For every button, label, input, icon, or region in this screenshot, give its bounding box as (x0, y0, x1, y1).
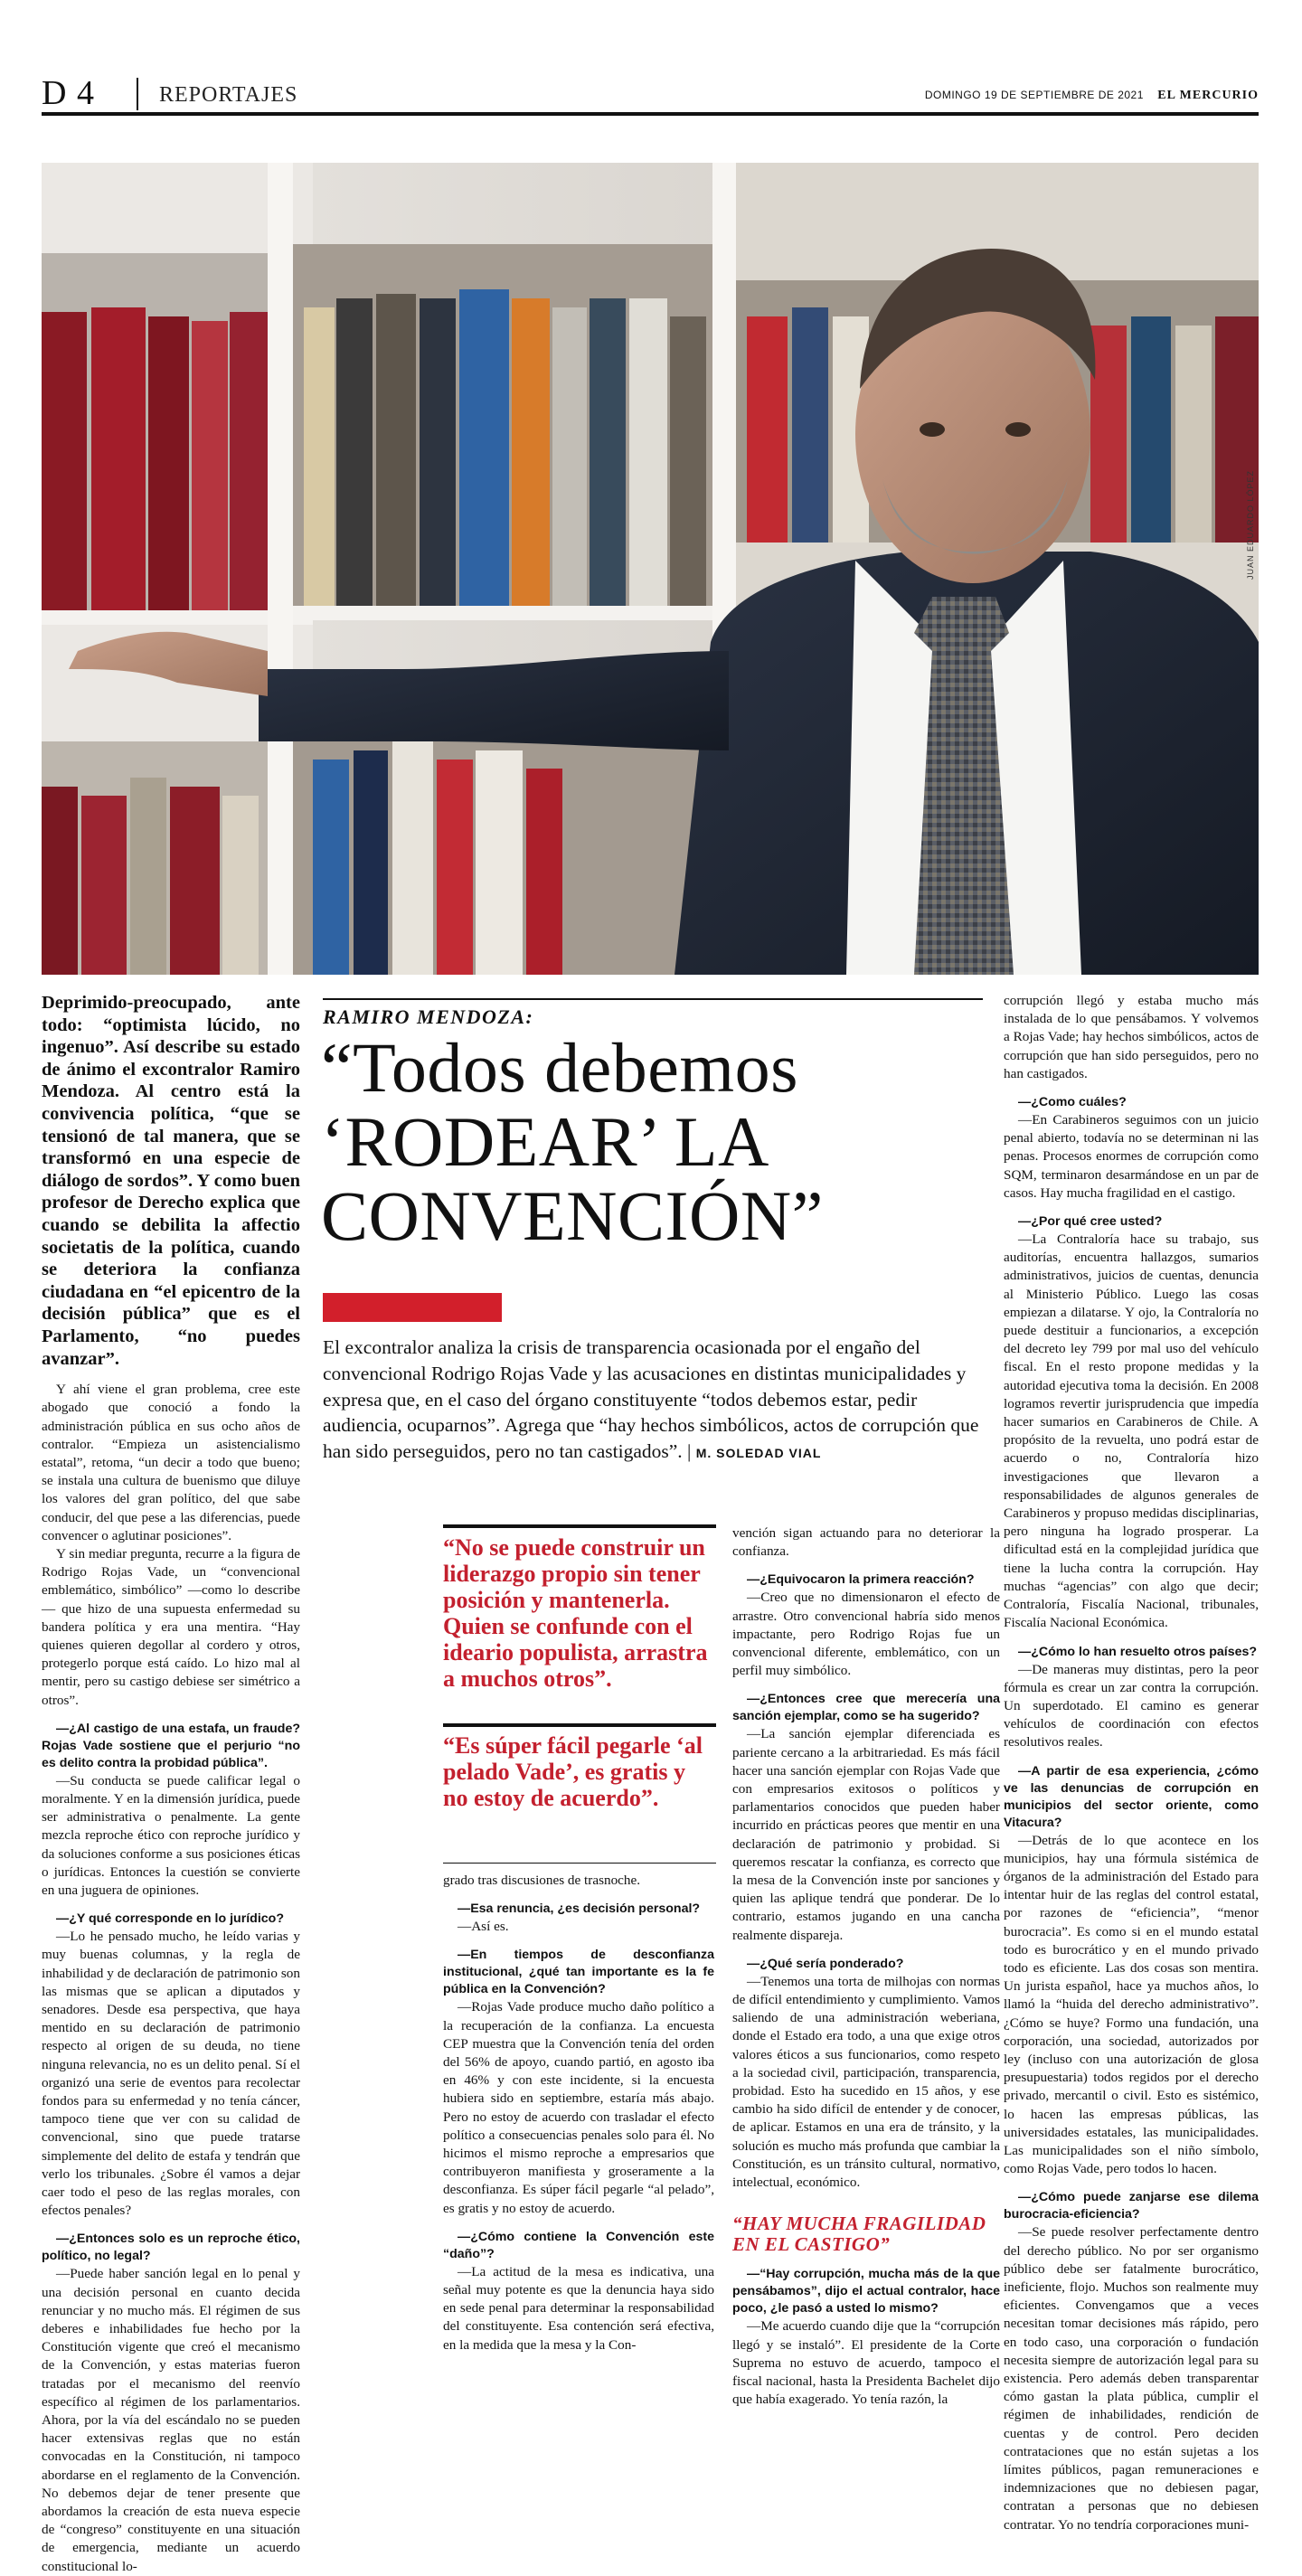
subheading: “HAY MUCHA FRAGILIDAD EN EL CASTIGO” (732, 2213, 986, 2256)
photo-credit: JUAN EDUARDO LÓPEZ (1246, 470, 1255, 580)
column-1-body (42, 1381, 300, 2576)
pull-quote-2: “Es súper fácil pegarle ‘al pelado Vade’, es gratis y no estoy de acuerdo”. (443, 1732, 703, 1811)
interview-question: —¿Qué sería ponderado? (747, 1956, 904, 1971)
pull-quote-1: “No se puede construir un liderazgo propio sin tener posición y mantenerla. Quien se confunde con el ideario populista, arrastra a muchos otros”. (443, 1534, 708, 1692)
interview-question: —A partir de esa experiencia, ¿cómo ve las denuncias de corrupción en municipios del sector oriente, como Vitacura? (1004, 1763, 1259, 1830)
article-column-3 (732, 1524, 1000, 2409)
headline (321, 1028, 1008, 1255)
body-paragraph: —La sanción ejemplar diferenciada es pariente cercano a la arbitrariedad. Es más fácil hacer una sanción ejemplar con Rojas Vade que con empresarios exitosos o políticos y parlamentarios conocidos que pueden haber incurrido en prácticas peores que mentir en una declaración de patrimonio y probidad. Si queremos rescatar la confianza, es correcto que la mesa de la Convención inste por sanciones y quien las aplique tendrá que ponderar. De lo contrario, estamos jugando en una cancha realmente dispareja. (732, 1726, 1000, 1943)
body-paragraph: —Lo he pensado mucho, he leído varias y muy buenas columnas, y la regla de inhabilidad y de declaración de patrimonio son las mismas que se aplican a diputados y senadores. Desde esa perspectiva, que haya mentido en su declaración de patrimonio respecto al origen de su deuda, no tiene ninguna relevancia, no es un delito penal. Sí el organizó una serie de eventos para recolectar fondos para su enfermedad y no tenía cáncer, tampoco tiene que ver con su calidad de convencional, sino que puede tratarse simplemente del delito de estafa y tendrán que verlo los tribunales. ¿Sobre él vamos a dejar caer todo el peso de las reglas morales, con efectos penales? (42, 1929, 300, 2219)
pullquote-rule-top (443, 1524, 716, 1528)
interview-question: —“Hay corrupción, mucha más de la que pensábamos”, dijo el actual contralor, hace poco, ¿le pasó a usted lo mismo? (732, 2267, 1000, 2317)
body-paragraph: —Me acuerdo cuando dije que la “corrupción llegó y se instaló”. El presidente de la Corte Suprema no estuvo de acuerdo, tampoco el fiscal nacional, hasta la Presidenta Bachelet dijo que había exagerado. Yo tenía razón, la (732, 2318, 1000, 2408)
body-paragraph: —Puede haber sanción legal en lo penal y una decisión personal en cuanto decida renunciar y no mucho más. El régimen de sus deberes e inhabilidades fue hecho por la Constitución vigente que creó el mecanismo de la Convención, y estas materias fueron tratadas por el mecanismo del reenvío específico al régimen de los parlamentarios. Ahora, por la vía del escándalo no se pueden hacer extensivas reglas que no están convocadas en la Constitución, ni tampoco abordarse en el reglamento de la Convención. No debemos dejar de tener presente que abordamos la creación de esta nueva especie de “congreso” constituyente en una situación de emergencia, mediante un acuerdo constitucional lo- (42, 2266, 300, 2574)
body-paragraph: —Su conducta se puede calificar legal o moralmente. Y en la dimensión jurídica, puede ser administrativa o penalmente. La gente mezcla reproche ético con reproche jurídico y da soluciones conforme a sus posiciones éticas o jurídicas. Entonces la cuestión se convierte en una juguera de opiniones. (42, 1772, 300, 1898)
body-paragraph: —Se puede resolver perfectamente dentro del derecho público. No por ser organismo público debe ser fatalmente burocrático, ineficiente, flojo. Muchos son realmente muy eficientes. Convengamos que a veces necesitan tomar decisiones más rápido, pero en todo caso, una corporación o fundación necesita siempre de autorización legal para su existencia. Pero además deben transparentar cómo gastan la plata pública, cumplir el régimen de inhabilidades, rendición de cuentas y de control. Pero deciden contrataciones que no están sujetas a los límites públicos, pagan remuneraciones e indemnizaciones que no debiesen pagar, contratan a personas que no debiesen contratar. Yo no tendría corporaciones muni- (1004, 2224, 1259, 2533)
article-column-1 (42, 992, 300, 2576)
kicker: RAMIRO MENDOZA: (323, 1005, 534, 1028)
body-paragraph: —Detrás de lo que acontece en los municipios, hay una fórmula sistémica de órganos de la administración del Estado para intentar huir de las reglas del control estatal, por razones de “eficiencia”, “menor burocracia”. Es como si en el mundo estatal todo es burocrático y en el mundo privado todo es eficiente. Las dos cosas son mentira. Un jurista español, hace ya muchos años, lo llamó la “huida del derecho administrativo”. ¿Cómo se huye? Formo una fundación, una corporación, una sociedad, autorizados por ley (incluso con una autorización de glosa presupuestaria) todos regidos por el derecho privado, mercantil o civil. Esto es sistémico, lo hacen las empresas públicas, las universidades estatales, las municipalidades. Las municipalidades son el niño símbolo, como Rojas Vade, pero todos lo hacen. (1004, 1832, 1259, 2177)
page-number: D 4 (42, 74, 95, 112)
body-paragraph: grado tras discusiones de trasnoche. (443, 1873, 641, 1888)
newspaper-name: EL MERCURIO (1157, 89, 1259, 102)
body-paragraph: —La actitud de la mesa es indicativa, una señal muy potente es que la denuncia haya sido en sede penal para determinar la responsabilidad del constituyente. Esa contención será efectiva, en la medida que la mesa y la Con- (443, 2263, 714, 2353)
interview-question: —¿Cómo contiene la Convención este “daño”? (443, 2229, 714, 2261)
body-paragraph: —Rojas Vade produce mucho daño político a la recuperación de la confianza. La encuesta CEP muestra que la Convención tenía del orden del 56% de apoyo, cuando partió, en agosto iba en 46% y con este incidente, si la encuesta hubiera sido en septiembre, estaría más abajo. Pero no estoy de acuerdo con trasladar el efecto político a consecuencias penales solo para él. No hicimos el mismo reproche a empresarios que contribuyeron manifiesta y groseramente a la desconfianza. Es súper fácil pegarle “al pelado”, es gratis y no estoy de acuerdo. (443, 1999, 714, 2216)
interview-question: —¿Cómo puede zanjarse ese dilema burocracia-eficiencia? (1004, 2190, 1259, 2222)
interview-question: —¿Por qué cree usted? (1018, 1214, 1163, 1230)
pullquote-rule-mid (443, 1723, 716, 1727)
pullquote-rule-bottom (443, 1863, 716, 1864)
body-paragraph: —En Carabineros seguimos con un juicio penal abierto, todavía no se determinan ni las penas. Procesos enormes de corrupción como SQM, terminaron desarmándose en un par de casos. Hay mucha fragilidad en el castigo. (1004, 1112, 1259, 1201)
lead-paragraph: Deprimido-preocupado, ante todo: “optimista lúcido, no ingenuo”. Así describe su estado de ánimo el excontralor Ramiro Mendoza. Al centro está la convivencia política, “que se tensionó de tal manera, que se transformó en una especie de diálogo de sordos”. Y como buen profesor de Derecho explica que cuando se debilita la affectio societatis de la política, cuando se deteriora la confianza ciudadana en “el epicentro de la decisión pública” que es el Parlamento, “no puedes avanzar”. (42, 993, 300, 1369)
body-paragraph: —Así es. (458, 1919, 509, 1935)
headline-line-3: CONVENCIÓN” (321, 1176, 824, 1255)
body-paragraph: corrupción llegó y estaba mucho más instalada de lo que pensábamos. Y volvemos a Rojas Vade; hay hechos simbólicos, actos de corrupción que han sido perseguidos, pero no han castigados. (1004, 993, 1259, 1081)
byline: M. SOLEDAD VIAL (695, 1446, 822, 1461)
headline-rule (323, 998, 983, 1000)
headline-line-1: “Todos debemos (321, 1028, 798, 1107)
deck (323, 1335, 980, 1467)
portrait-photo (42, 163, 1259, 975)
interview-question: —¿Entonces cree que merecería una sanción ejemplar, como se ha sugerido? (732, 1692, 1000, 1724)
body-paragraph: vención sigan actuando para no deteriorar la confianza. (732, 1525, 1000, 1560)
column-3-body-continued (732, 2266, 1000, 2409)
accent-bar (323, 1293, 502, 1322)
body-paragraph: —De maneras muy distintas, pero la peor fórmula es crear un zar contra la corrupción. Un superdotado. El camino es generar vehículos de coordinación con efectos resolutivos reales. (1004, 1661, 1259, 1750)
section-name: REPORTAJES (159, 83, 298, 107)
article-column-2 (443, 1872, 714, 2354)
interview-question: —Esa renuncia, ¿es decisión personal? (458, 1901, 701, 1917)
interview-question: —¿Entonces solo es un reproche ético, político, no legal? (42, 2232, 300, 2264)
body-paragraph: —Creo que no dimensionaron el efecto de arrastre. Otro convencional habría sido menos impactante, pero Rodrigo Rojas fue un convencional diferente, emblemático, con un perfil muy simbólico. (732, 1590, 1000, 1679)
body-paragraph: Y sin mediar pregunta, recurre a la figura de Rodrigo Rojas Vade, un “convencional emblemático, simbólico” —como lo describe— que hizo de una supuesta enfermedad su bandera política y era una mentira. “Hay quienes quieren degollar al cordero y otros, protegerlo porque está caído. Lo hizo mal al mentir, pero su castigo debiese ser simétrico a otros”. (42, 1545, 300, 1708)
date: DOMINGO 19 DE SEPTIEMBRE DE 2021 (924, 89, 1144, 101)
dateline (925, 87, 1259, 104)
body-paragraph: —La Contraloría hace su trabajo, sus auditorías, encuentra hallazgos, sumarios administrativos, juicios de cuentas, denuncia al Ministerio Público. Luego las cosas empiezan a dilatarse. Y ojo, la Contraloría no puede destituir a funcionarios, a excepción del decreto ley 799 por mal uso del vehículo fiscal. En el resto propone medidas y la autoridad ejecutiva toma la decisión. En 2008 logramos revertir jurisprudencia que impedía hacer sumarios en Carabineros de Chile. A propósito de la revuelta, uno podrá estar de acuerdo o no, Contraloría hizo investigaciones que llevaron a responsabilidades de algunos generales de Carabineros y propuso medidas disciplinarias, pero ninguna ha logrado prosperar. La dificultad está en la complejidad jurídica que tiene la lucha contra la corrupción. Hay muchas “agencias” con algo que decir; Contraloría, Fiscalía Nacional, tribunales, Fiscalía Nacional Económica. (1004, 1231, 1259, 1631)
column-3-body (732, 1524, 1000, 2192)
interview-question: —¿Como cuáles? (1018, 1095, 1127, 1110)
page-header (42, 74, 1259, 116)
interview-question: —¿Cómo lo han resuelto otros países? (1018, 1644, 1258, 1659)
interview-question: —¿Al castigo de una estafa, un fraude? Rojas Vade sostiene que el perjurio “no es delito contra la probidad pública”. (42, 1721, 300, 1770)
deck-text: El excontralor analiza la crisis de transparencia ocasionada por el engaño del convencional Rodrigo Rojas Vade y las acusaciones en distintas municipalidades y expresa que, en el caso del órgano constituyente “todos debemos estar, pedir audiencia, ocuparnos”. Agrega que “hay hechos simbólicos, actos de corrupción que han sido perseguidos, pero no tan castigados”. | (323, 1336, 979, 1463)
body-paragraph: —Tenemos una torta de milhojas con normas de difícil entendimiento y cumplimiento. Vamos saliendo de una administración weberiana, donde el Estado era todo, a una que exige otros valores éticos a sus funcionarios, como respeto a la sociedad civil, participación, transparencia, probidad. Esto ha sucedido en 15 años, y ese cambio ha sido difícil de entender y de conocer, de aplicar. Estamos en una era de tránsito, y la solución es mucho más profunda que cambiar la Constitución, es un tránsito cultural, normativo, intelectual, económico. (732, 1973, 1000, 2191)
headline-line-2: ‘RODEAR’ LA (321, 1102, 769, 1181)
article-column-4 (1004, 992, 1259, 2534)
interview-question: —En tiempos de desconfianza institucional, ¿qué tan importante es la fe pública en la Convención? (443, 1948, 714, 1997)
body-paragraph: Y ahí viene el gran problema, cree este abogado que conoció a fondo la administración pública en sus ocho años de contralor. “Empieza un asistencialismo estatal”, retoma, “un decir a todo que bueno; se instala una cultura de buenismo que diluye los valores del gran político, del que sabe conducir, del que pese a las diferencias, puede convencer o aglutinar posiciones”. (42, 1382, 300, 1543)
header-divider (137, 78, 138, 110)
interview-question: —¿Y qué corresponde en lo jurídico? (56, 1911, 284, 1927)
interview-question: —¿Equivocaron la primera reacción? (747, 1572, 975, 1588)
